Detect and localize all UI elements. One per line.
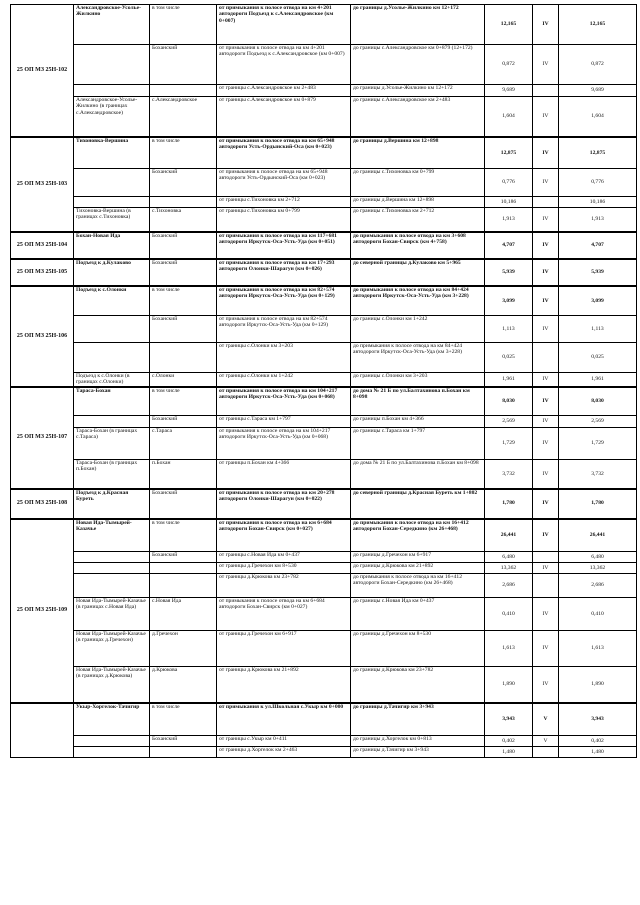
length-cell: 10,186 <box>485 197 533 208</box>
table-row <box>11 563 637 574</box>
district-cell: в том числе <box>150 703 217 736</box>
total-cell: 0,776 <box>559 169 637 197</box>
road-code: 25 ОП МЗ 25Н-108 <box>11 489 74 519</box>
total-cell: 12,875 <box>559 137 637 169</box>
category-cell: IV <box>533 97 559 137</box>
start-point: от границы с.Тихоновка км 2+712 <box>217 197 351 208</box>
district-cell <box>150 343 217 373</box>
total-cell: 1,113 <box>559 316 637 343</box>
road-name: Тараса-Бохан (в границах п.Бохан) <box>74 460 150 489</box>
end-point: до границы д.Крюкова км 21+892 <box>351 563 485 574</box>
table-row <box>11 416 637 428</box>
table-row <box>11 703 637 736</box>
district-cell: с.Тихоновка <box>150 208 217 232</box>
length-cell: 1,729 <box>485 428 533 460</box>
road-code: 25 ОП МЗ 25Н-107 <box>11 387 74 489</box>
total-cell: 13,362 <box>559 563 637 574</box>
category-cell: IV <box>533 387 559 416</box>
category-cell: V <box>533 703 559 736</box>
length-cell: 1,480 <box>485 747 533 758</box>
start-point: от границы с.Тараса км 1+797 <box>217 416 351 428</box>
start-point: от границы д.Крюкова км 21+892 <box>217 667 351 703</box>
end-point: до дома № 21 Б по ул.Балтахинова п.Бохан км 8+098 <box>351 387 485 416</box>
length-cell: 12,875 <box>485 137 533 169</box>
road-name <box>74 416 150 428</box>
road-name: Новая Ида-Тымырей-Казачье (в границах д.Гречехон) <box>74 631 150 667</box>
category-cell: IV <box>533 137 559 169</box>
district-cell: с.Александровское <box>150 97 217 137</box>
start-point: от примыкания к полосе отвода на км 4+201 автодороги Подъезд к с.Александровское (км 0+007) <box>217 45 351 85</box>
category-cell: IV <box>533 598 559 631</box>
category-cell: IV <box>533 416 559 428</box>
category-cell: IV <box>533 232 559 259</box>
total-cell: 4,707 <box>559 232 637 259</box>
total-cell: 6,480 <box>559 552 637 563</box>
category-cell <box>533 85 559 97</box>
end-point: до границы с.Тихоновка км 0+799 <box>351 169 485 197</box>
end-point: до границы с.Александровское км 2+483 <box>351 97 485 137</box>
length-cell: 0,776 <box>485 169 533 197</box>
length-cell: 1,780 <box>485 489 533 519</box>
start-point: от примыкания к полосе отвода на км 6+684 автодороги Бохан-Свирск (км 0+027) <box>217 519 351 552</box>
category-cell <box>533 747 559 758</box>
start-point: от границы п.Бохан км 4+366 <box>217 460 351 489</box>
start-point: от границы д.Гречехон км 8+530 <box>217 563 351 574</box>
district-cell: в том числе <box>150 137 217 169</box>
district-cell: Боханский <box>150 736 217 747</box>
road-name: Новая Ида-Тымырей-Казачье (в границах с.Новая Ида) <box>74 598 150 631</box>
district-cell: д.Гречехон <box>150 631 217 667</box>
total-cell: 2,569 <box>559 416 637 428</box>
start-point: от границы с.Новая Ида км 0+437 <box>217 552 351 563</box>
table-row <box>11 574 637 598</box>
total-cell: 8,030 <box>559 387 637 416</box>
road-name: Подъезд к с.Олонки (в границах с.Олонки) <box>74 373 150 387</box>
total-cell: 10,186 <box>559 197 637 208</box>
district-cell: Боханский <box>150 232 217 259</box>
district-cell: в том числе <box>150 286 217 316</box>
category-cell <box>533 343 559 373</box>
total-cell: 0,025 <box>559 343 637 373</box>
district-cell: в том числе <box>150 519 217 552</box>
road-name <box>74 197 150 208</box>
table-row <box>11 137 637 169</box>
category-cell: V <box>533 736 559 747</box>
district-cell: с.Тараса <box>150 428 217 460</box>
length-cell: 1,113 <box>485 316 533 343</box>
road-name: Подъезд к д.Красная Буреть <box>74 489 150 519</box>
end-point: до границы д.Тачигир км 3+943 <box>351 703 485 736</box>
category-cell <box>533 552 559 563</box>
length-cell: 3,099 <box>485 286 533 316</box>
end-point: до границы д.Гречехон км 8+530 <box>351 631 485 667</box>
table-row <box>11 208 637 232</box>
total-cell: 2,686 <box>559 574 637 598</box>
district-cell: Боханский <box>150 416 217 428</box>
total-cell: 1,613 <box>559 631 637 667</box>
road-name: Тараса-Бохан <box>74 387 150 416</box>
district-cell: с.Новая Ида <box>150 598 217 631</box>
category-cell <box>533 197 559 208</box>
end-point: до границы д.Гречехон км 6+917 <box>351 552 485 563</box>
total-cell: 1,729 <box>559 428 637 460</box>
total-cell: 26,441 <box>559 519 637 552</box>
end-point: до примыкания к полосе отвода на км 84+424 автодороги Иркутск-Оса-Усть-Уда (км 3+228) <box>351 286 485 316</box>
category-cell: IV <box>533 563 559 574</box>
length-cell: 0,402 <box>485 736 533 747</box>
end-point: до границы с.Александровское км 0+879 (12+172) <box>351 45 485 85</box>
district-cell: Боханский <box>150 169 217 197</box>
length-cell: 6,480 <box>485 552 533 563</box>
start-point: от границы д.Хоргелок км 2+463 <box>217 747 351 758</box>
length-cell: 2,569 <box>485 416 533 428</box>
start-point: от примыкания к полосе отвода на км 65+948 автодороги Усть-Ордынский-Оса (км 0+023) <box>217 137 351 169</box>
road-name: Тихоновка-Вершина <box>74 137 150 169</box>
start-point: от границы с.Олонки км 3+203 <box>217 343 351 373</box>
table-row <box>11 460 637 489</box>
table-row <box>11 85 637 97</box>
district-cell: Боханский <box>150 316 217 343</box>
end-point: до границы д.Вершина км 12+898 <box>351 197 485 208</box>
total-cell: 1,961 <box>559 373 637 387</box>
length-cell: 2,686 <box>485 574 533 598</box>
category-cell: IV <box>533 208 559 232</box>
table-row <box>11 169 637 197</box>
start-point: от примыкания к полосе отвода на км 65+948 автодороги Усть-Ордынский-Оса (км 0+023) <box>217 169 351 197</box>
end-point: до северной границы д.Кулаково км 5+965 <box>351 259 485 286</box>
table-row <box>11 667 637 703</box>
table-row <box>11 736 637 747</box>
table-row <box>11 747 637 758</box>
table-row <box>11 197 637 208</box>
table-row <box>11 5 637 45</box>
start-point: от примыкания к полосе отвода на км 104+217 автодороги Иркутск-Оса-Усть-Уда (км 0+068) <box>217 428 351 460</box>
category-cell: IV <box>533 428 559 460</box>
length-cell: 1,613 <box>485 631 533 667</box>
start-point: от примыкания к полосе отвода на км 4+201 автодороги Подъезд к с.Александровское (км 0+007) <box>217 5 351 45</box>
length-cell: 26,441 <box>485 519 533 552</box>
length-cell: 0,872 <box>485 45 533 85</box>
table-row <box>11 286 637 316</box>
road-code: 25 ОП МЗ 25Н-105 <box>11 259 74 286</box>
road-name: Новая Ида-Тымырей-Казачье <box>74 519 150 552</box>
category-cell: IV <box>533 316 559 343</box>
table-row <box>11 519 637 552</box>
start-point: от примыкания к полосе отвода на км 17+293 автодороги Олонки-Шарагун (км 0+026) <box>217 259 351 286</box>
end-point: до границы с.Новая Ида км 0+437 <box>351 598 485 631</box>
end-point: до границы с.Тихоновка км 2+712 <box>351 208 485 232</box>
length-cell: 9,689 <box>485 85 533 97</box>
total-cell: 1,913 <box>559 208 637 232</box>
district-cell <box>150 574 217 598</box>
category-cell: IV <box>533 460 559 489</box>
district-cell: Боханский <box>150 552 217 563</box>
road-code: 25 ОП МЗ 25Н-102 <box>11 5 74 137</box>
start-point: от примыкания к полосе отвода на км 20+278 автодороги Олонки-Шарагун (км 0+022) <box>217 489 351 519</box>
road-name <box>74 747 150 758</box>
category-cell <box>533 574 559 598</box>
start-point: от границы с.Александровское км 0+879 <box>217 97 351 137</box>
table-row <box>11 45 637 85</box>
total-cell: 3,732 <box>559 460 637 489</box>
length-cell: 4,707 <box>485 232 533 259</box>
total-cell: 0,410 <box>559 598 637 631</box>
road-code: 25 ОП МЗ 25Н-109 <box>11 519 74 703</box>
district-cell: Боханский <box>150 489 217 519</box>
length-cell: 0,025 <box>485 343 533 373</box>
total-cell: 1,480 <box>559 747 637 758</box>
road-name <box>74 552 150 563</box>
length-cell: 1,961 <box>485 373 533 387</box>
road-name <box>74 736 150 747</box>
road-name: Тараса-Бохан (в границах с.Тараса) <box>74 428 150 460</box>
category-cell: IV <box>533 489 559 519</box>
total-cell: 5,939 <box>559 259 637 286</box>
end-point: до границы д.Усолье-Жилкино км 12+172 <box>351 85 485 97</box>
district-cell <box>150 197 217 208</box>
end-point: до дома № 21 Б по ул.Балтахинова п.Бохан км 8+098 <box>351 460 485 489</box>
total-cell: 9,689 <box>559 85 637 97</box>
table-row <box>11 631 637 667</box>
table-row <box>11 373 637 387</box>
end-point: до границы с.Тараса км 1+797 <box>351 428 485 460</box>
road-name: Укыр-Хоргелок-Тачигир <box>74 703 150 736</box>
total-cell: 3,099 <box>559 286 637 316</box>
roads-table <box>10 4 637 758</box>
category-cell: IV <box>533 667 559 703</box>
length-cell: 1,604 <box>485 97 533 137</box>
district-cell: Боханский <box>150 259 217 286</box>
category-cell: IV <box>533 259 559 286</box>
district-cell: с.Олонки <box>150 373 217 387</box>
table-row <box>11 552 637 563</box>
road-name: Подъезд к с.Олонки <box>74 286 150 316</box>
table-row <box>11 428 637 460</box>
table-row <box>11 259 637 286</box>
table-row <box>11 316 637 343</box>
end-point: до примыкания к полосе отвода на км 3+608 автодороги Бохан-Свирск (км 4+758) <box>351 232 485 259</box>
start-point: от примыкания к полосе отвода на км 6+684 автодороги Бохан-Свирск (км 0+027) <box>217 598 351 631</box>
end-point: до границы с.Олонки км 3+203 <box>351 373 485 387</box>
total-cell: 0,872 <box>559 45 637 85</box>
start-point: от границы д.Крюкова км 23+782 <box>217 574 351 598</box>
end-point: до примыкания к полосе отвода на км 16+412 автодороги Бохан-Середкино (км 26+468) <box>351 519 485 552</box>
start-point: от границы с.Укыр км 0+411 <box>217 736 351 747</box>
district-cell: в том числе <box>150 387 217 416</box>
category-cell: IV <box>533 286 559 316</box>
total-cell: 1,604 <box>559 97 637 137</box>
start-point: от примыкания к полосе отвода на км 104+217 автодороги Иркутск-Оса-Усть-Уда (км 0+068) <box>217 387 351 416</box>
end-point: до примыкания к полосе отвода на км 84+424 автодороги Иркутск-Оса-Усть-Уда (км 3+228) <box>351 343 485 373</box>
table-row <box>11 598 637 631</box>
district-cell: п.Бохан <box>150 460 217 489</box>
end-point: до границы п.Бохан км 4+366 <box>351 416 485 428</box>
table-row <box>11 489 637 519</box>
district-cell <box>150 85 217 97</box>
road-code: 25 ОП МЗ 25Н-104 <box>11 232 74 259</box>
road-code: 25 ОП МЗ 25Н-103 <box>11 137 74 232</box>
total-cell: 3,943 <box>559 703 637 736</box>
start-point: от примыкания к полосе отвода на км 82+574 автодороги Иркутск-Оса-Усть-Уда (км 0+129) <box>217 286 351 316</box>
district-cell: д.Крюкова <box>150 667 217 703</box>
length-cell: 3,732 <box>485 460 533 489</box>
district-cell <box>150 563 217 574</box>
start-point: от примыкания к полосе отвода на км 117+681 автодороги Иркутск-Оса-Усть-Уда (км 0+051) <box>217 232 351 259</box>
start-point: от границы с.Тихоновка км 0+799 <box>217 208 351 232</box>
road-name: Тихоновка-Вершина (в границах с.Тихоновка) <box>74 208 150 232</box>
length-cell: 12,165 <box>485 5 533 45</box>
length-cell: 0,410 <box>485 598 533 631</box>
road-code: 25 ОП МЗ 25Н-106 <box>11 286 74 387</box>
length-cell: 3,943 <box>485 703 533 736</box>
category-cell: IV <box>533 45 559 85</box>
end-point: до границы д.Крюкова км 23+782 <box>351 667 485 703</box>
table-row <box>11 343 637 373</box>
start-point: от границы с.Александровское км 2+483 <box>217 85 351 97</box>
road-name <box>74 343 150 373</box>
total-cell: 12,165 <box>559 5 637 45</box>
category-cell: IV <box>533 169 559 197</box>
end-point: до границы д.Хоргелок км 0+813 <box>351 736 485 747</box>
length-cell: 8,030 <box>485 387 533 416</box>
district-cell: в том числе <box>150 5 217 45</box>
end-point: до границы с.Олонки км 1+242 <box>351 316 485 343</box>
category-cell: IV <box>533 631 559 667</box>
road-name <box>74 563 150 574</box>
end-point: до границы д.Вершина км 12+898 <box>351 137 485 169</box>
road-code <box>11 703 74 758</box>
road-name <box>74 85 150 97</box>
road-name: Подъезд к д.Кулаково <box>74 259 150 286</box>
road-name: Бохан-Новая Ида <box>74 232 150 259</box>
end-point: до границы д.Усолье-Жилкино км 12+172 <box>351 5 485 45</box>
road-name: Новая Ида-Тымырей-Казачье (в границах д.Крюкова) <box>74 667 150 703</box>
road-name <box>74 316 150 343</box>
document-page <box>10 4 636 758</box>
end-point: до примыкания к полосе отвода на км 16+412 автодороги Бохан-Середкино (км 26+468) <box>351 574 485 598</box>
category-cell: IV <box>533 519 559 552</box>
length-cell: 13,362 <box>485 563 533 574</box>
table-row <box>11 97 637 137</box>
district-cell: Боханский <box>150 45 217 85</box>
table-row <box>11 387 637 416</box>
road-name <box>74 169 150 197</box>
end-point: до границы д.Тачигир км 3+943 <box>351 747 485 758</box>
start-point: от границы д.Гречехон км 6+917 <box>217 631 351 667</box>
length-cell: 1,913 <box>485 208 533 232</box>
total-cell: 1,890 <box>559 667 637 703</box>
start-point: от границы с.Олонки км 1+242 <box>217 373 351 387</box>
start-point: от примыкания к полосе отвода на км 82+574 автодороги Иркутск-Оса-Усть-Уда (км 0+129) <box>217 316 351 343</box>
length-cell: 1,890 <box>485 667 533 703</box>
total-cell: 0,402 <box>559 736 637 747</box>
district-cell <box>150 747 217 758</box>
road-name <box>74 574 150 598</box>
end-point: до северной границы д.Красная Буреть км 1+802 <box>351 489 485 519</box>
start-point: от примыкания к ул.Школьная с.Укыр км 0+000 <box>217 703 351 736</box>
table-row <box>11 232 637 259</box>
road-name: Александровское-Усолье-Жилкино <box>74 5 150 45</box>
category-cell: IV <box>533 373 559 387</box>
length-cell: 5,939 <box>485 259 533 286</box>
road-name <box>74 45 150 85</box>
total-cell: 1,780 <box>559 489 637 519</box>
category-cell: IV <box>533 5 559 45</box>
road-name: Александровское-Усолье-Жилкино (в границах с.Александровское) <box>74 97 150 137</box>
